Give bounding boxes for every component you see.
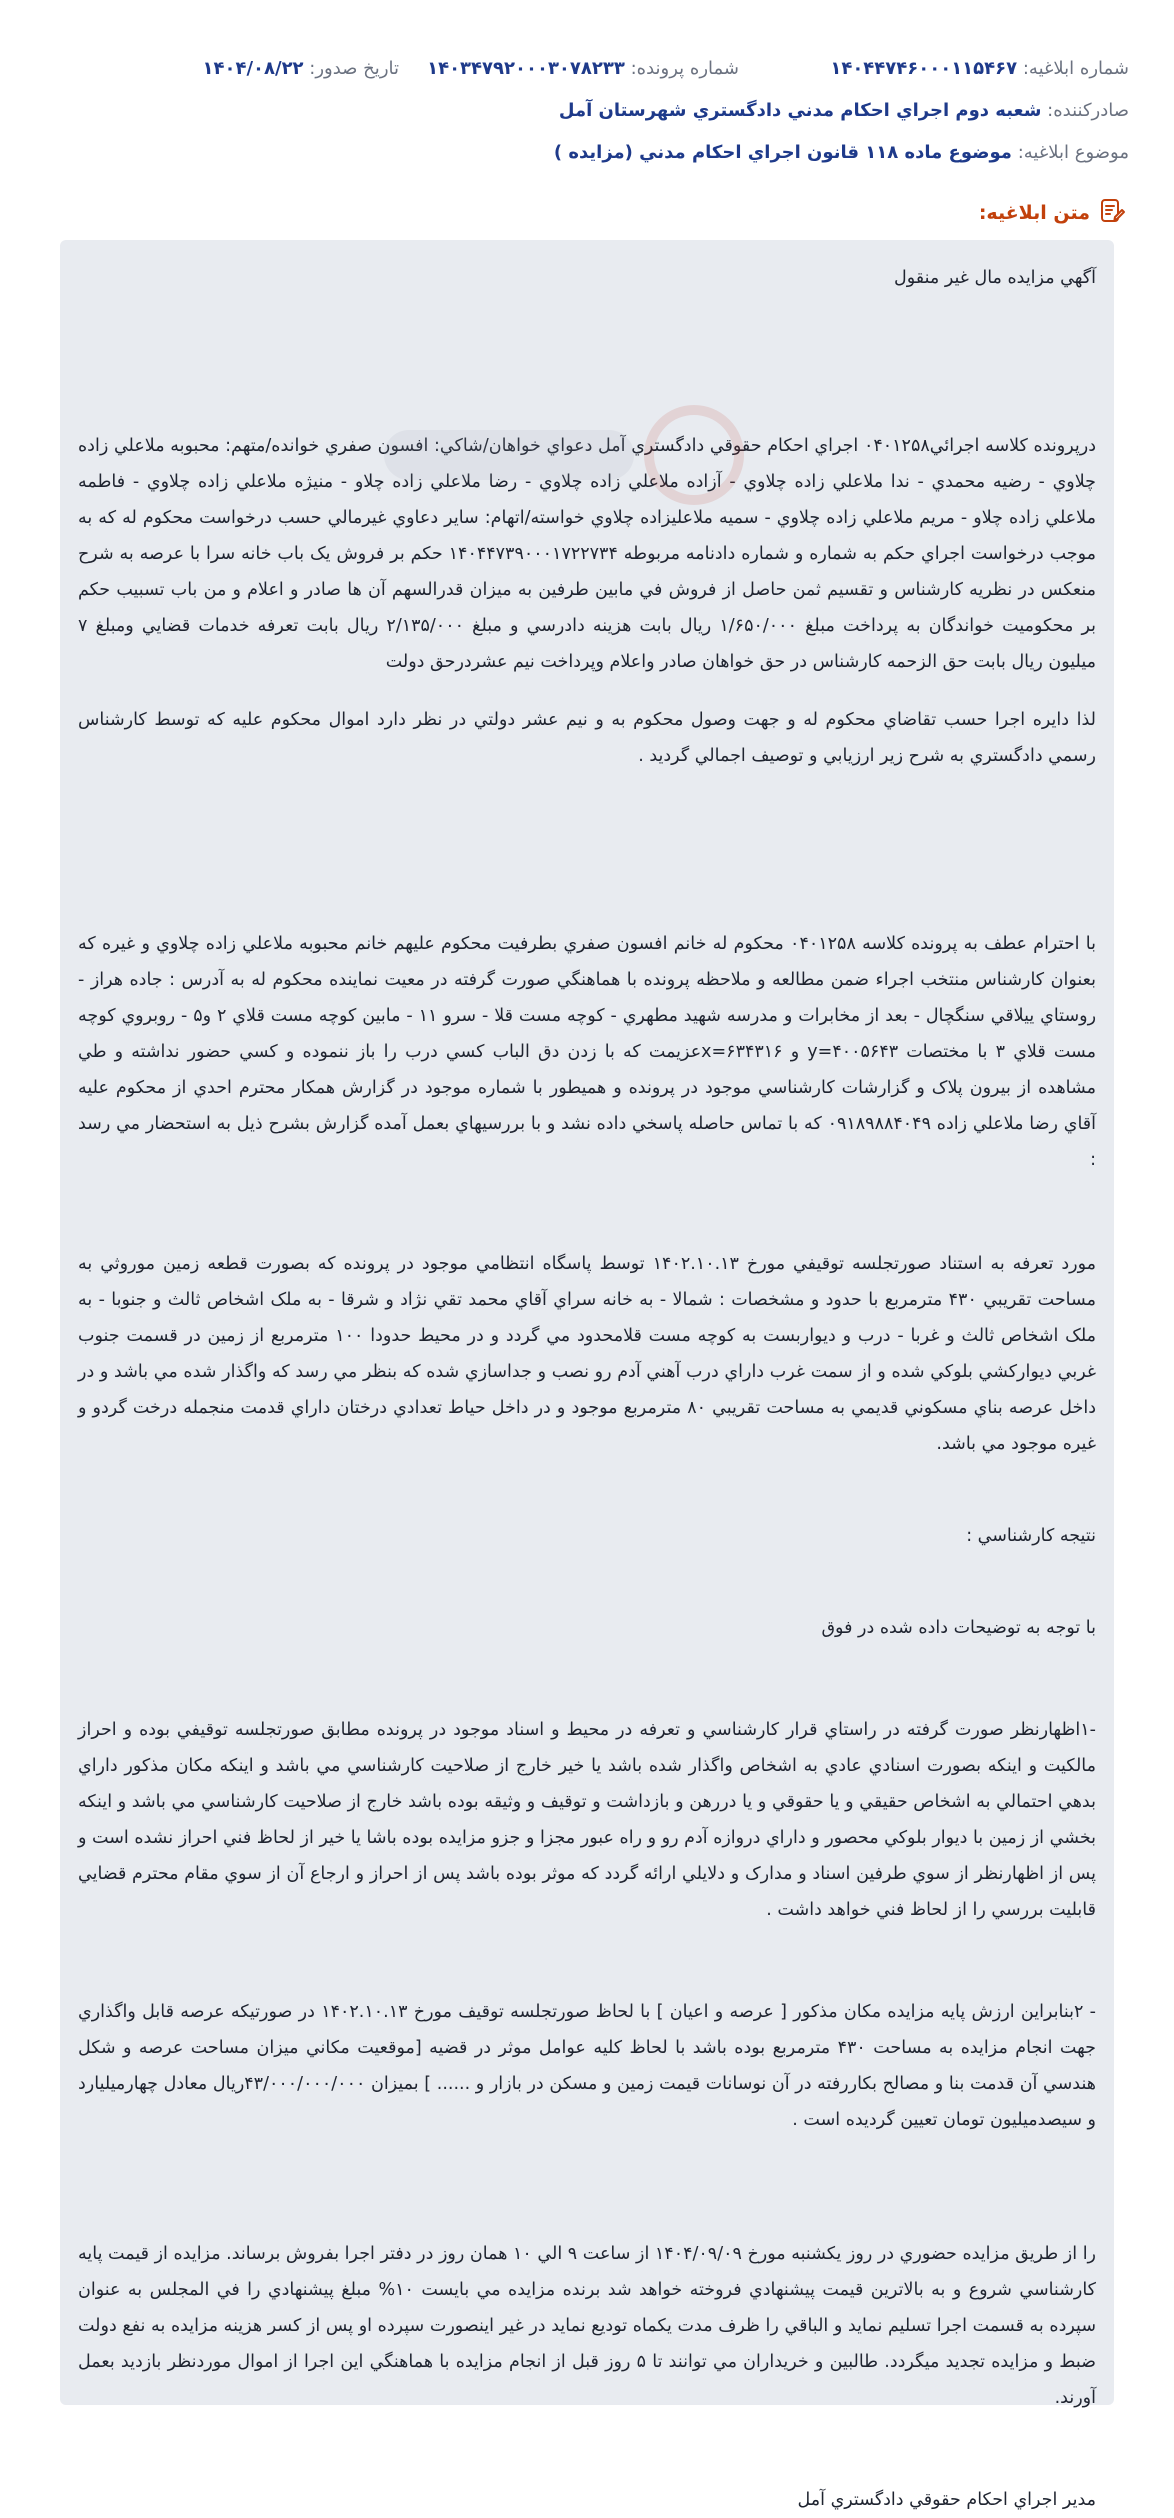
notice-text-box (60, 240, 1114, 2510)
paragraph-property-description: مورد تعرفه به استناد صورتجلسه توقيفي مورخ ۱۴۰۲.۱۰.۱۳ توسط پاسگاه انتظامي موجود در پرونده كه بصورت قطعه زمين موروثي به مساحت تقريبي ۴۳۰ مترمربع با حدود و مشخصات : شمالا - به خانه سراي آقاي محمد تقي نژاد و شرقا - به ملک اشخاص ثالث و جنوبا - به ملک اشخاص ثالث و غربا - درب و ديواربست به كوچه مست قلامحدود مي گردد و در محيط حدودا ۱۰۰ مترمربع از زمين در قسمت جنوب غربي ديواركشي بلوكي شده و از سمت غرب داراي درب آهني آدم رو نصب و جداسازي شده كه بنظر مي رسد كه واگذار شده مي باشد و در داخل عرصه بناي مسكوني قديمي به مساحت تقريبي ۸۰ مترمربع موجود و در داخل حياط تعدادي درختان داراي قدمت منجمله درخت گردو و غيره موجود مي باشد. (78, 1254, 1097, 1454)
document-edit-icon (1098, 197, 1126, 230)
subject-value: موضوع ماده ۱۱۸ قانون اجراي احكام مدني (مزايده ) (553, 142, 1012, 163)
notice-heading: آگهي مزايده مال غير منقول (894, 268, 1096, 288)
paragraph-case-details: درپرونده كلاسه اجرائي۰۴۰۱۲۵۸ اجراي احكام حقوقي دادگستري آمل دعواي خواهان/شاكي: افسون صفري خوانده/متهم: محبوبه ملاعلي زاده چلاوي - رضيه محمدي - ندا ملاعلي زاده چلاوي - آزاده ملاعلي زاده چلاوي - رضا ملاعلي زاده چلاو - منيژه ملاعلي زاده چلاوي - فاطمه ملاعلي زاده چلاو - مريم ملاعلي زاده چلاوي - سميه ملاعليزاده چلاوي خواسته/اتهام: ساير دعاوي غيرمالي حسب درخواست محكوم له كه به موجب درخواست اجراي حكم به شماره و شماره دادنامه مربوطه ۱۴۰۴۴۷۳۹۰۰۰۱۷۲۲۷۳۴ حكم بر فروش يک باب خانه سرا با عرصه به شرح منعكس در نظريه كارشناس و تقسيم ثمن حاصل از فروش في مابين طرفين به ميزان قدرالسهم آن ها صادر و اعلام و من باب تسبيب حكم بر محكوميت خواندگان به پرداخت مبلغ ۱/۶۵۰/۰۰۰ ريال بابت هزينه دادرسي و مبلغ ۲/۱۳۵/۰۰۰ ريال بابت تعرفه خدمات قضايي ومبلغ ۷ ميليون ريال بابت حق الزحمه كارشناس در حق خواهان صادر واعلام وپرداخت نيم عشردرحق دولت (78, 436, 1097, 672)
notice-meta-row (45, 55, 1129, 83)
issuer-row (45, 97, 1129, 125)
subject-label: موضوع ابلاغيه: (1017, 142, 1129, 163)
case-number-label: شماره پرونده: (630, 58, 739, 79)
paragraph-execution-intent: لذا دايره اجرا حسب تقاضاي محكوم له و جهت وصول محكوم به و نيم عشر دولتي در نظر دارد اموال محكوم عليه كه توسط كارشناس رسمي دادگستري به شرح زير ارزيابي و توصيف اجمالي گرديد . (78, 710, 1096, 766)
notice-number-label: شماره ابلاغيه: (1022, 58, 1129, 79)
paragraph-opinion-scope: -۱اظهارنظر صورت گرفته در راستاي قرار كارشناسي و تعرفه در محيط و اسناد موجود در پرونده مطابق صورتجلسه توقيفي بوده و احراز مالكيت و اينكه بصورت اسنادي عادي به اشخاص واگذار شده باشد يا خير خارج از صلاحيت كارشناسي مي باشد و اينكه مكان مذكور داراي بدهي احتمالي به اشخاص حقيقي و يا حقوقي و يا دررهن و بازداشت و توقيف و وثيقه بوده باشد خارج از صلاحيت كارشناسي مي باشد و اينكه بخشي از زمين با ديوار بلوكي محصور و داراي دروازه آدم رو و راه عبور مجزا و جزو مزايده بوده باشا يا خير از لحاظ فني احراز نشده است و پس از اظهارنظر از سوي طرفين اسناد و مدارک و دلايلي ارائه گردد كه موثر بوده باشد پس از احراز و ارجاع آن از سوي مقام محترم قضايي قابليت بررسي را از لحاظ فني خواهد داشت . (78, 1720, 1096, 1920)
issue-date-label: تاريخ صدور: (309, 58, 399, 79)
notice-text-heading (979, 196, 1126, 230)
paragraph-expert-result-title: نتيجه كارشناسي : (966, 1526, 1096, 1546)
paragraph-auction-terms: را از طريق مزايده حضوري در روز يكشنبه مورخ ۱۴۰۴/۰۹/۰۹ از ساعت ۹ الي ۱۰ همان روز در دفتر اجرا بفروش برساند. مزايده از قيمت پايه كارشناسي شروع و به بالاترين قيمت پيشنهادي فروخته خواهد شد برنده مزايده مي بايست ۱۰% مبلغ پيشنهادي را في المجلس به عنوان سپرده به قسمت اجرا تسليم نمايد و الباقي را ظرف مدت يكماه توديع نمايد در غير اينصورت سپرده او پس از كسر هزينه مزايده به نفع دولت ضبط و مزايده تجديد ميگردد. طالبين و خريداران مي توانند تا ۵ روز قبل از انجام مزايده با هماهنگي اين اجرا از اموال موردنظر بازديد بعمل آورند. (78, 2244, 1097, 2408)
case-number-value: ۱۴۰۳۴۷۹۲۰۰۰۳۰۷۸۲۳۳ (427, 58, 625, 79)
paragraph-expert-visit: با احترام عطف به پرونده كلاسه ۰۴۰۱۲۵۸ محكوم له خانم افسون صفري بطرفيت محكوم عليهم خانم محبوبه ملاعلي زاده چلاوي و غيره كه بعنوان كارشناس منتخب اجراء ضمن مطالعه و ملاحظه پرونده با هماهنگي صورت گرفته در معيت نماينده محكوم له به آدرس : جاده هراز - روستاي ييلاقي سنگچال - بعد از مخابرات و مدرسه شهيد مطهري - كوچه مست قلا - سرو ۱۱ - مابين كوچه مست قلاي ۲ و۵ - روبروي كوچه مست قلاي ۳ با مختصات ۴۰۰۵۶۴۳=y و x=۶۳۴۳۱۶عزيمت كه با زدن دق الباب كسي درب را باز ننموده و كسي حضور نداشته و طي مشاهده از بيرون پلاک و گزارشات كارشناسي موجود در پرونده و هميطور با شماره موجود در گزارش همكار محترم احدي از محكوم عليه آقاي رضا ملاعلي زاده ۰۹۱۸۹۸۸۴۰۴۹ كه با تماس حاصله پاسخي داده نشد و با بررسيهاي بعمل آمده گزارش بشرح ذيل به استحضار مي رسد : (78, 934, 1097, 1170)
signature-line: مدير اجراي احكام حقوقي دادگستري آمل (797, 2490, 1096, 2510)
issuer-value: شعبه دوم اجراي احكام مدني دادگستري شهرستان آمل (558, 100, 1042, 121)
notice-number (830, 55, 1129, 83)
paragraph-given-explanations: با توجه به توضيحات داده شده در فوق (821, 1618, 1096, 1638)
issue-date-value: ۱۴۰۴/۰۸/۲۲ (202, 58, 304, 79)
issue-date (203, 55, 400, 83)
subject-row (45, 139, 1129, 167)
notice-number-value: ۱۴۰۴۴۷۴۶۰۰۰۱۱۵۴۶۷ (830, 58, 1018, 79)
issuer-label: صادرکننده: (1047, 100, 1129, 121)
notice-text-title: متن ابلاغيه: (978, 202, 1090, 224)
paragraph-base-value: - ۲بنابراين ارزش پايه مزايده مكان مذكور [ عرصه و اعيان ] با لحاظ صورتجلسه توقيف مورخ ۱۴۰۲.۱۰.۱۳ در صورتيكه عرصه قابل واگذاري جهت انجام مزايده به مساحت ۴۳۰ مترمربع بوده باشد با لحاظ كليه عوامل موثر در قضيه [موقعيت مكاني ميزان مساحت عرصه و شكل هندسي آن قدمت بنا و مصالح بكاررفته در آن نوسانات قيمت زمين و مسكن در بازار و ...... ] بميزان ۴۳/۰۰۰/۰۰۰/۰۰۰ريال معادل چهارميليارد و سيصدميليون تومان تعيين گرديده است . (78, 2002, 1096, 2130)
case-number (427, 55, 739, 83)
